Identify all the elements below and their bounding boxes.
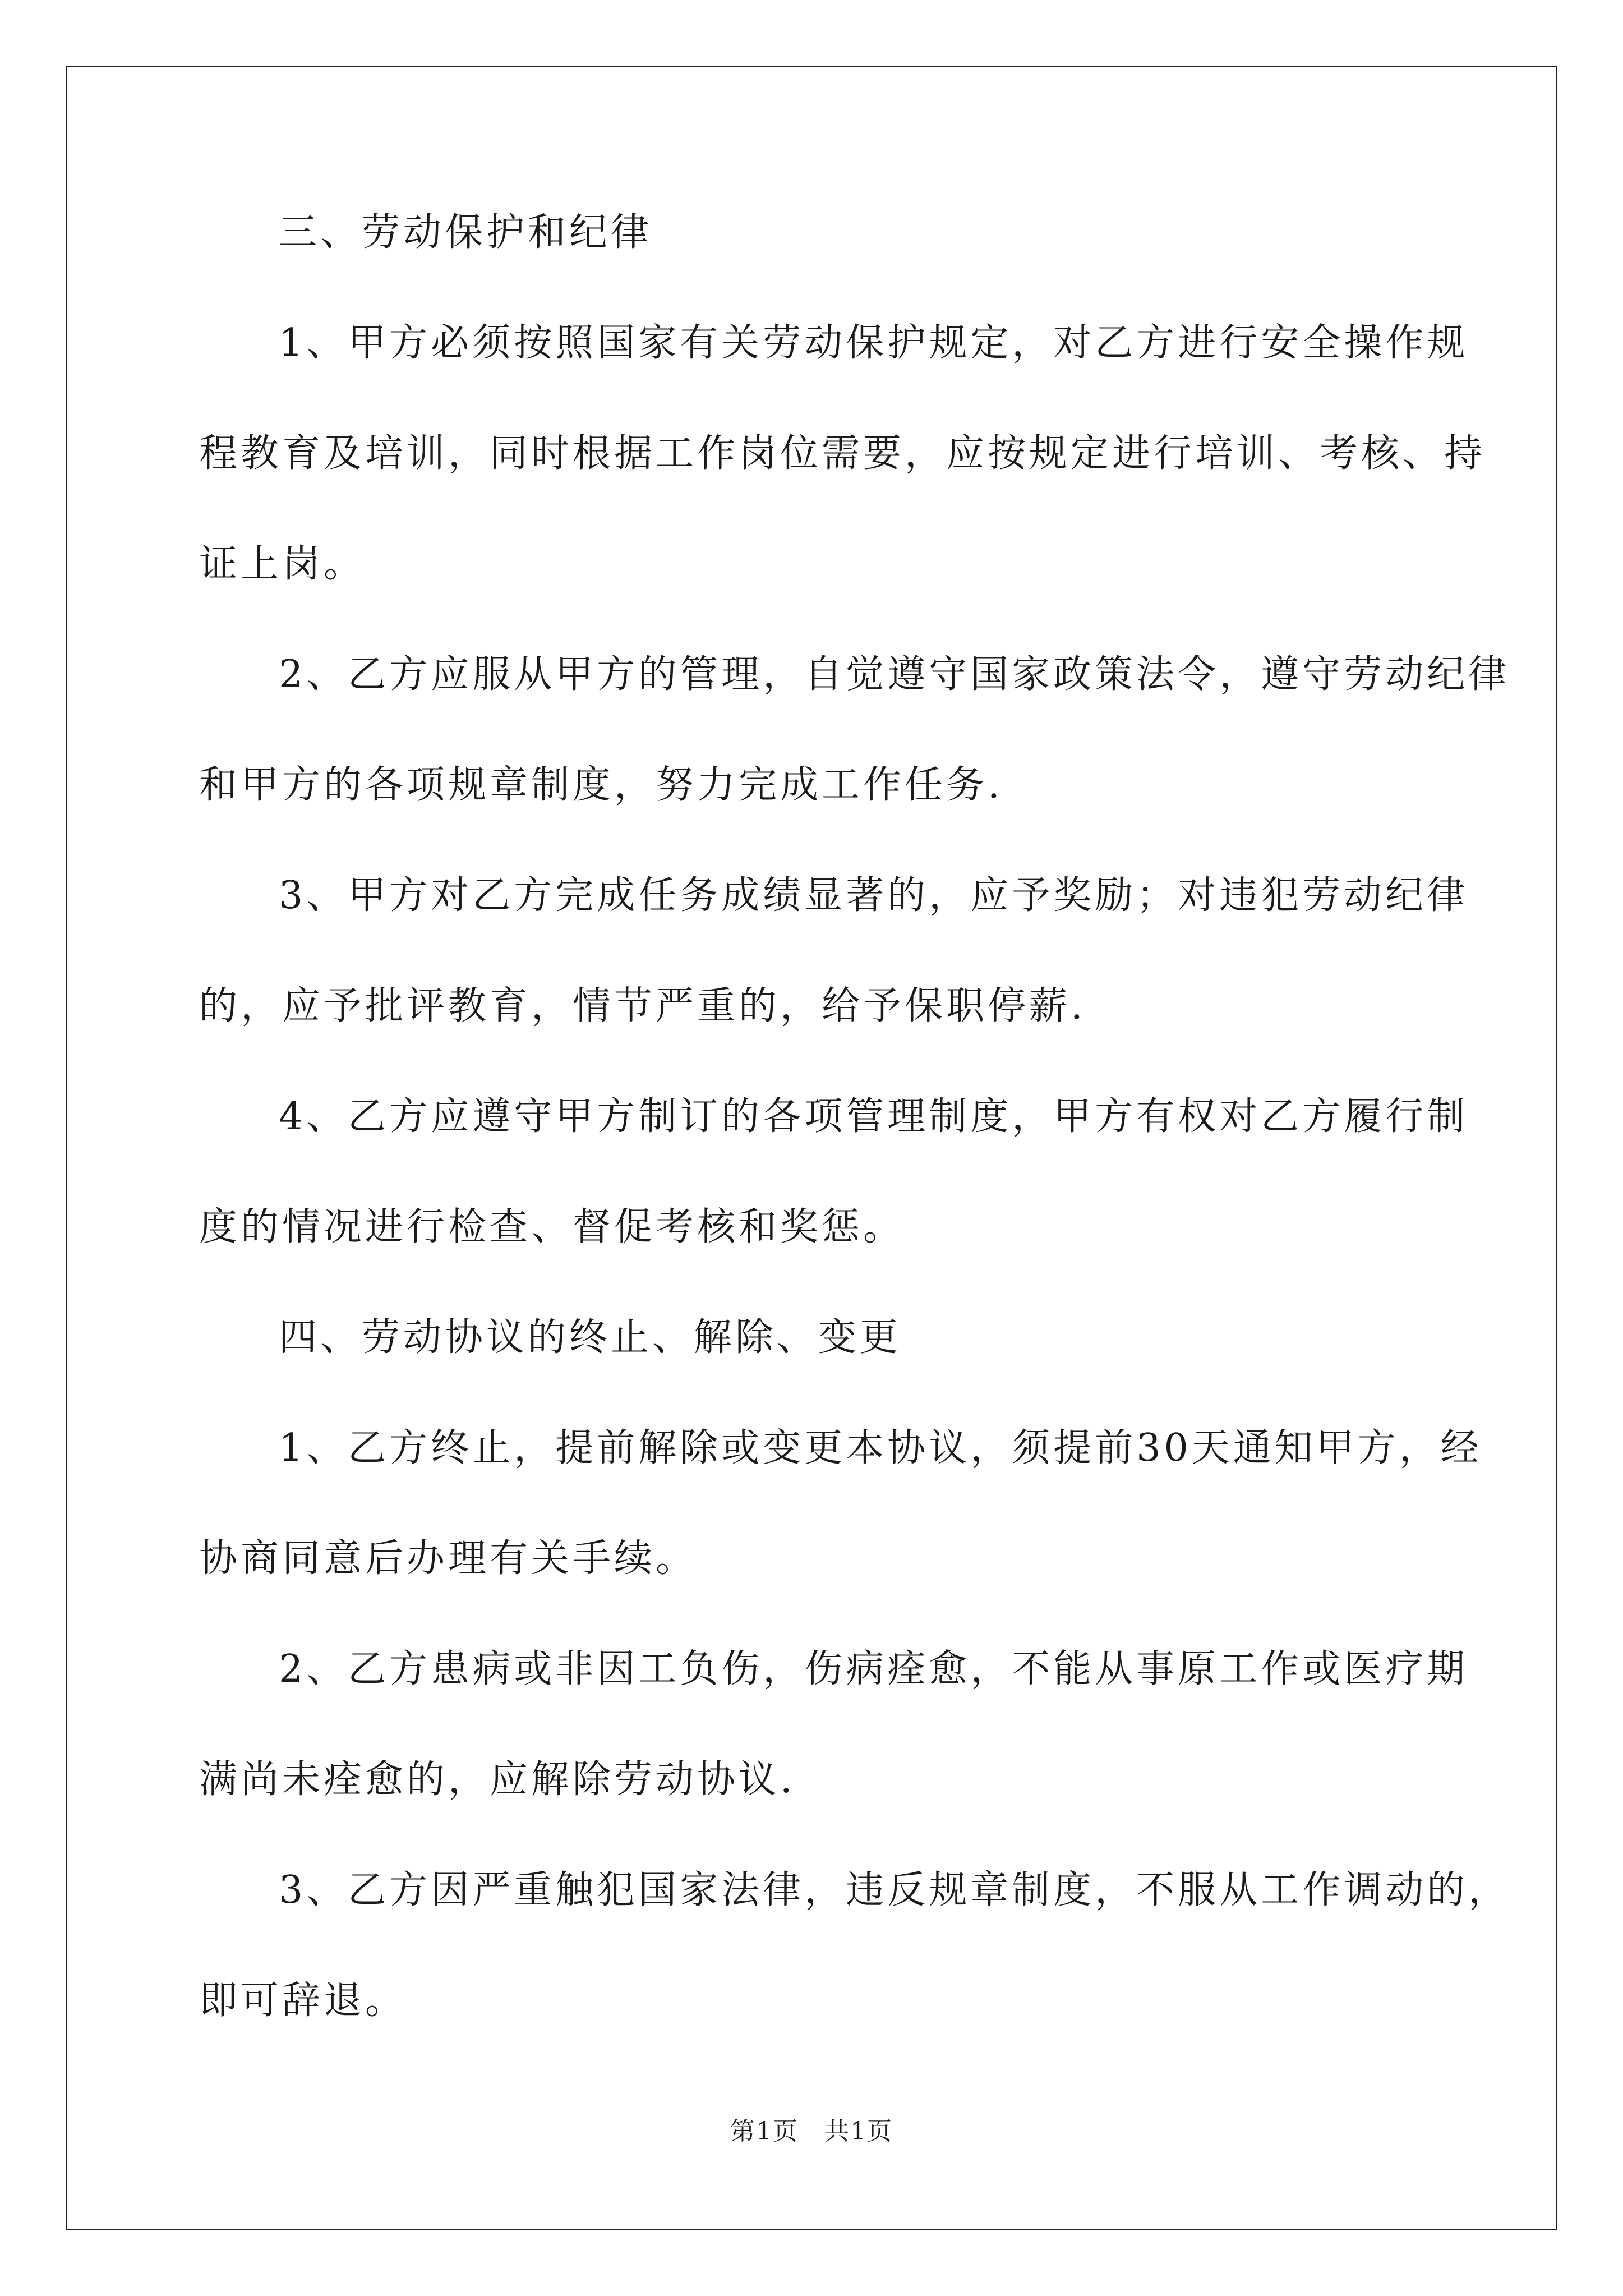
section-heading: 四、劳动协议的终止、解除、变更: [279, 1315, 902, 1360]
paragraph-line: 1、甲方必须按照国家有关劳动保护规定，对乙方进行安全操作规: [279, 321, 1469, 365]
paragraph-line: 和甲方的各项规章制度，努力完成工作任务.: [199, 763, 1003, 807]
paragraph-line: 的，应予批评教育，情节严重的，给予保职停薪.: [199, 984, 1086, 1028]
paragraph-line: 3、甲方对乙方完成任务成绩显著的，应予奖励；对违犯劳动纪律: [279, 873, 1469, 918]
paragraph-line: 2、乙方应服从甲方的管理，自觉遵守国家政策法令，遵守劳动纪律: [279, 652, 1510, 697]
page-number: 第1页 共1页: [730, 2117, 893, 2146]
paragraph-line: 满尚未痊愈的，应解除劳动协议.: [199, 1757, 796, 1802]
paragraph-line: 协商同意后办理有关手续。: [199, 1536, 698, 1581]
section-heading: 三、劳动保护和纪律: [279, 210, 653, 255]
paragraph-line: 度的情况进行检查、督促考核和奖惩。: [199, 1205, 905, 1249]
paragraph-line: 即可辞退。: [199, 1978, 407, 2023]
paragraph-line: 程教育及培训，同时根据工作岗位需要，应按规定进行培训、考核、持: [199, 431, 1486, 476]
paragraph-line: 4、乙方应遵守甲方制订的各项管理制度，甲方有权对乙方履行制: [279, 1094, 1469, 1139]
paragraph-line: 证上岗。: [199, 542, 366, 586]
paragraph-line: 1、乙方终止，提前解除或变更本协议，须提前30天通知甲方，经: [279, 1426, 1482, 1470]
paragraph-line: 2、乙方患病或非因工负伤，伤病痊愈，不能从事原工作或医疗期: [279, 1647, 1469, 1691]
paragraph-line: 3、乙方因严重触犯国家法律，违反规章制度，不服从工作调动的，: [279, 1868, 1510, 1912]
